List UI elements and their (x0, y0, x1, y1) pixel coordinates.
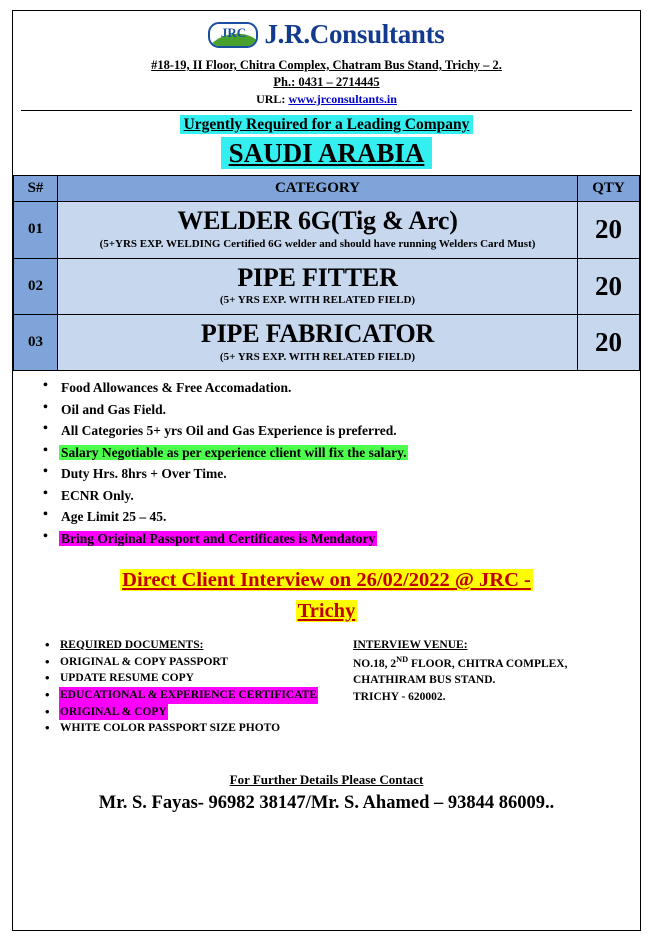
row-serial: 01 (14, 202, 58, 258)
list-item (59, 399, 640, 421)
country-wrap (21, 134, 632, 169)
row-category-title: WELDER 6G(Tig & Arc) (177, 206, 458, 236)
list-item-label: All Categories 5+ yrs Oil and Gas Experience is preferred. (61, 423, 397, 439)
row-category-note: (5+ YRS EXP. WITH RELATED FIELD) (219, 350, 416, 363)
list-item (59, 485, 640, 507)
contact-title: For Further Details Please Contact (229, 771, 424, 787)
venue-line-3: TRICHY - 620002. (353, 690, 446, 703)
urgent-line-wrap (21, 115, 632, 134)
list-item-label: Age Limit 25 – 45. (61, 509, 167, 525)
jrc-logo-icon (208, 22, 258, 48)
row-category-note: (5+YRS EXP. WELDING Certified 6G welder and should have running Welders Card Must) (99, 237, 536, 250)
list-item (59, 442, 640, 464)
list-item (59, 720, 353, 737)
row-category (58, 258, 578, 314)
interview-line-2: Trichy (297, 600, 356, 623)
company-url-line (21, 91, 632, 108)
interview-line-1: Direct Client Interview on 26/02/2022 @ JRC - (122, 569, 531, 592)
list-item-label: Salary Negotiable as per experience client will fix the salary. (61, 444, 407, 460)
list-item (59, 463, 640, 485)
column-header-sn: S# (14, 176, 58, 202)
column-header-category: CATEGORY (58, 176, 578, 202)
venue-line-1 (353, 654, 630, 673)
table-header-row (14, 176, 640, 202)
list-item-label: Food Allowances & Free Accomadation. (61, 380, 292, 396)
list-item (59, 506, 640, 528)
conditions-list (13, 377, 640, 549)
footer-contact (13, 771, 640, 825)
list-item (59, 670, 353, 687)
list-item (59, 687, 353, 704)
logo-row (21, 21, 632, 48)
required-documents-column (13, 637, 353, 737)
list-item (59, 704, 353, 721)
list-item-label: Bring Original Passport and Certificates is Mendatory (61, 530, 376, 546)
venue-line-1-ordinal: ND (396, 654, 409, 664)
list-item-label: ECNR Only. (61, 487, 134, 503)
letterhead (13, 11, 640, 169)
list-item-label: UPDATE RESUME COPY (60, 672, 194, 685)
row-category (58, 315, 578, 371)
row-qty: 20 (578, 258, 640, 314)
table-row (14, 258, 640, 314)
row-category-title: PIPE FABRICATOR (200, 319, 435, 348)
list-item-label: Duty Hrs. 8hrs + Over Time. (61, 466, 227, 482)
row-category-note: (5+ YRS EXP. WITH RELATED FIELD) (219, 294, 416, 307)
company-address: #18-19, II Floor, Chitra Complex, Chatram Bus Stand, Trichy – 2. (151, 58, 502, 72)
row-qty: 20 (578, 202, 640, 258)
documents-heading: REQUIRED DOCUMENTS: (60, 638, 204, 651)
country-title: SAUDI ARABIA (221, 137, 433, 169)
list-item (59, 377, 640, 399)
list-item-label: ORIGINAL & COPY (59, 704, 168, 721)
poster-frame (12, 10, 641, 931)
venue-line-2: CHATHIRAM BUS STAND. (353, 674, 496, 687)
contact-names: Mr. S. Fayas- 96982 38147/Mr. S. Ahamed – 93844 86009.. (98, 793, 555, 814)
company-phone: Ph.: 0431 – 2714445 (273, 74, 380, 89)
list-item-label: WHITE COLOR PASSPORT SIZE PHOTO (60, 722, 281, 735)
list-item (59, 420, 640, 442)
row-serial: 02 (14, 258, 58, 314)
company-url-link[interactable]: www.jrconsultants.in (288, 91, 397, 106)
company-name: J.R.Consultants (264, 19, 445, 49)
required-documents-list (13, 637, 353, 737)
url-label: URL: (256, 91, 286, 106)
row-serial: 03 (14, 315, 58, 371)
list-item (59, 654, 353, 671)
urgent-required-line: Urgently Required for a Leading Company (180, 115, 474, 134)
list-item-label: EDUCATIONAL & EXPERIENCE CERTIFICATE (59, 687, 318, 704)
row-qty: 20 (578, 315, 640, 371)
table-row (14, 202, 640, 258)
interview-banner (27, 565, 626, 627)
list-item (59, 637, 353, 654)
documents-venue-section (13, 637, 640, 737)
header-divider (21, 110, 632, 111)
logo-initials: JRC (220, 24, 247, 40)
column-header-qty: QTY (578, 176, 640, 202)
venue-heading: INTERVIEW VENUE: (353, 638, 468, 651)
vacancies-table (13, 175, 640, 371)
venue-line-1-post: FLOOR, CHITRA COMPLEX, (408, 657, 568, 670)
table-row (14, 315, 640, 371)
interview-venue-column (353, 637, 630, 737)
list-item-label: Oil and Gas Field. (61, 401, 167, 417)
row-category-title: PIPE FITTER (237, 262, 398, 292)
row-category (58, 202, 578, 258)
list-item-label: ORIGINAL & COPY PASSPORT (60, 655, 228, 668)
venue-line-1-pre: NO.18, 2 (353, 657, 397, 670)
list-item (59, 528, 640, 550)
